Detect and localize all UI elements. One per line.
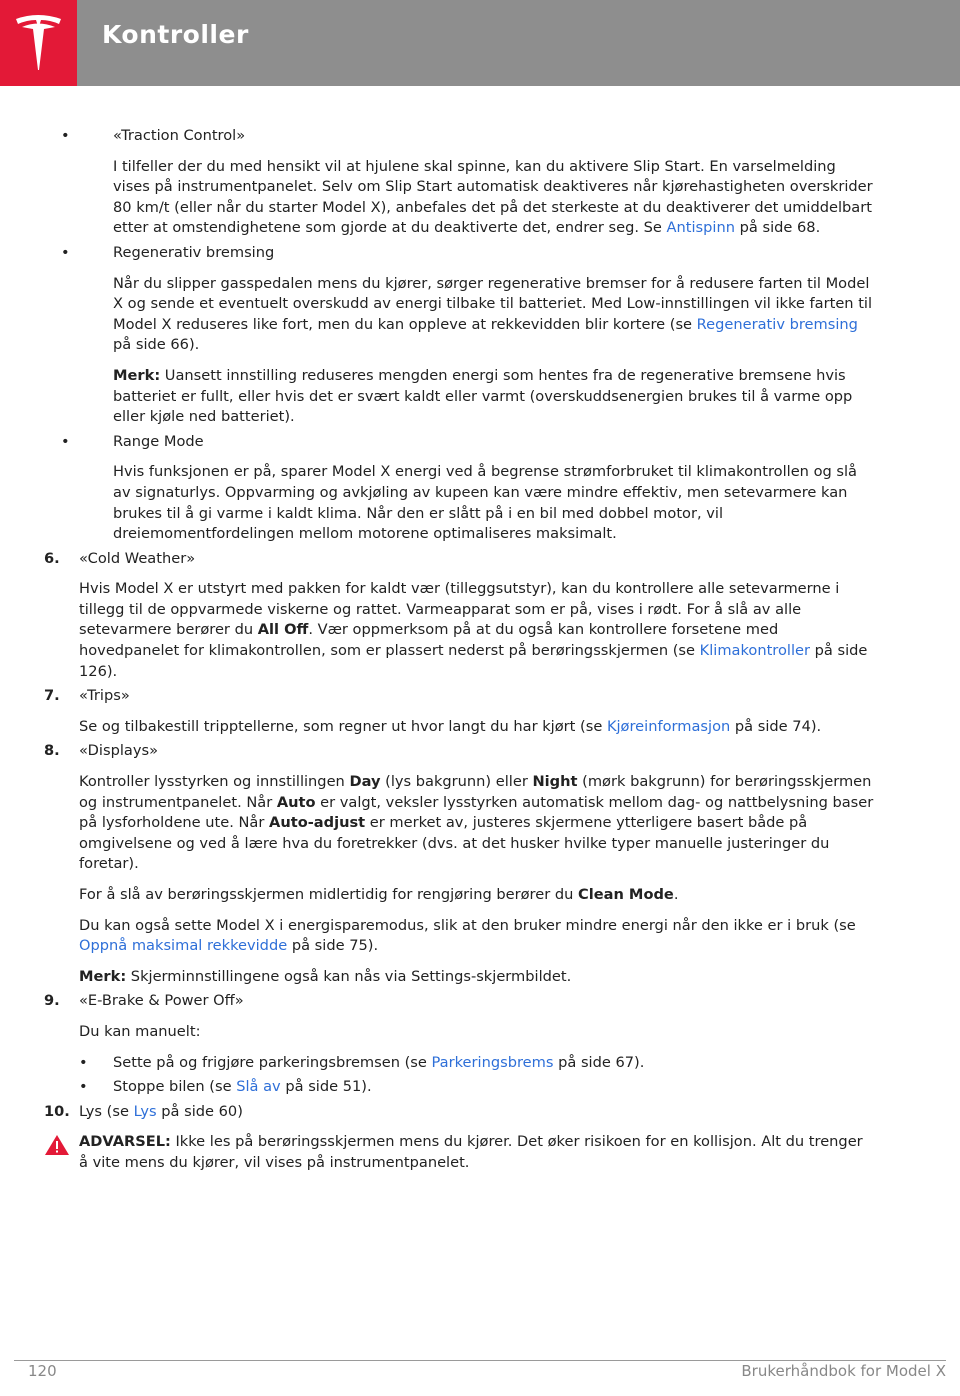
- bullet-marker: •: [79, 1053, 88, 1071]
- paragraph: Kontroller lysstyrken og innstillingen Day (lys bakgrunn) eller Night (mørk bakgrunn) for berøringsskjermen og instrumentpanelet. Når Auto er valgt, veksler lysstyrken automatisk mellom dag- og nattbelysning baser på lysforholdene ute. Når Auto-adjust er merket av, justeres skjermene ytterligere basert både på omgivelsene og ved å lære hva du foretrekker (dvs. at det husker hvilke typer manuelle justeringer du foretar).: [79, 773, 874, 873]
- item-title: «E-Brake & Power Off»: [79, 992, 244, 1010]
- tesla-logo-icon: [14, 14, 63, 72]
- page-header: [0, 0, 960, 86]
- footer-divider: [14, 1360, 946, 1361]
- link-sla-av[interactable]: Slå av: [236, 1078, 281, 1096]
- warning-triangle-icon: [44, 1134, 70, 1156]
- list-item-lights: 10. Lys (se Lys på side 60): [44, 1102, 874, 1123]
- list-item-regenerative-braking: [44, 243, 874, 264]
- list-item-traction-control: [44, 126, 874, 147]
- link-kjoreinformasjon[interactable]: Kjøreinformasjon: [606, 717, 731, 735]
- warning-label: ADVARSEL:: [79, 1133, 171, 1151]
- list-item-range-mode: [44, 432, 874, 453]
- item-title: «Cold Weather»: [79, 549, 196, 567]
- page-number: 120: [28, 1362, 57, 1380]
- link-antispinn[interactable]: Antispinn: [666, 219, 735, 237]
- link-oppna-maksimal-rekkevidde[interactable]: Oppnå maksimal rekkevidde: [79, 937, 288, 955]
- note-label: Merk:: [79, 967, 127, 985]
- item-title: «Trips»: [79, 687, 130, 705]
- warning-text: ADVARSEL: Ikke les på berøringsskjermen mens du kjører. Det øker risikoen for en kollisjon. Alt du trenger å vite mens du kjører, vil vises på instrumentpanelet.: [79, 1133, 863, 1171]
- item-number: 7.: [44, 687, 60, 705]
- item-title: Range Mode: [113, 432, 204, 450]
- paragraph: Du kan også sette Model X i energisparemodus, slik at den bruker mindre energi når den ikke er i bruk (se Oppnå maksimal rekkevidde på side 75).: [79, 916, 856, 955]
- item-title: «Traction Control»: [113, 127, 246, 144]
- list-item-cold-weather: [44, 549, 874, 570]
- paragraph: Hvis funksjonen er på, sparer Model X energi ved å begrense strømforbruket til klimakontrollen og slå av signaturlys. Oppvarming og avkjøling av kupeen kan være mindre effektiv, men setevarmere kan brukes til å gi varme i kaldt klima. Når den er slått på i en bil med dobbel motor, vil dreiemomentfordelingen mellom motorene optimaliseres maksimalt.: [113, 463, 857, 543]
- bullet-marker: •: [61, 243, 70, 261]
- link-regenerativ-bremsing[interactable]: Regenerativ bremsing: [696, 315, 858, 333]
- item-number: 6.: [44, 549, 60, 567]
- item-title: «Displays»: [79, 742, 158, 760]
- note-label: Merk:: [113, 366, 161, 384]
- item-number: 9.: [44, 992, 60, 1010]
- bullet-marker: •: [61, 432, 70, 450]
- item-number: 8.: [44, 742, 60, 760]
- link-lys[interactable]: Lys: [133, 1102, 157, 1120]
- paragraph: Se og tilbakestill tripptellerne, som regner ut hvor langt du har kjørt (se Kjøreinformasjon på side 74).: [79, 717, 822, 735]
- paragraph: Du kan manuelt:: [79, 1022, 201, 1040]
- item-number: 10.: [44, 1102, 70, 1120]
- page-title: Kontroller: [102, 20, 249, 49]
- page-content: [44, 126, 874, 1174]
- paragraph: Hvis Model X er utstyrt med pakken for kaldt vær (tilleggsutstyr), kan du kontrollere alle setevarmerne i tillegg til de oppvarmede viskerne og rattet. Varmeapparat som er på, vises i rødt. For å slå av alle setevarmere berører du All Off. Vær oppmerksom på at du også kan kontrollere forsetene med hovedpanelet for klimakontrollen, som er plassert nederst på berøringsskjermen (se Klimakontroller på side 126).: [79, 580, 868, 680]
- item-title: Regenerativ bremsing: [113, 243, 275, 261]
- paragraph: Når du slipper gasspedalen mens du kjører, sørger regenerative bremser for å redusere farten til Model X og sende et eventuelt overskudd av energi tilbake til batteriet. Med Low-innstillingen vil ikke farten til Model X reduseres like fort, men du kan oppleve at rekkevidden blir kortere (se Regenerativ bremsing på side 66).: [113, 274, 873, 354]
- link-parkeringsbrems[interactable]: Parkeringsbrems: [431, 1053, 554, 1071]
- footer-title: Brukerhåndbok for Model X: [741, 1362, 946, 1380]
- bullet-marker: •: [61, 127, 70, 144]
- sub-list-item: • Stoppe bilen (se Slå av på side 51).: [79, 1077, 874, 1098]
- list-item-trips: [44, 686, 874, 707]
- brand-logo-box: [0, 0, 77, 86]
- list-item-displays: [44, 741, 874, 762]
- note: Merk: Skjerminnstillingene også kan nås via Settings-skjermbildet.: [79, 967, 572, 985]
- paragraph: For å slå av berøringsskjermen midlertidig for rengjøring berører du Clean Mode.: [79, 886, 679, 903]
- note: Merk: Uansett innstilling reduseres mengden energi som hentes fra de regenerative bremsene hvis batteriet er fullt, eller hvis det er svært kaldt eller varmt (overskuddsenergien brukes til å varme opp eller kjøle ned batteriet).: [113, 366, 853, 426]
- warning-box: [44, 1132, 874, 1173]
- sub-list-item: • Sette på og frigjøre parkeringsbremsen (se Parkeringsbrems på side 67).: [79, 1053, 874, 1074]
- link-klimakontroller[interactable]: Klimakontroller: [699, 642, 811, 660]
- paragraph: I tilfeller der du med hensikt vil at hjulene skal spinne, kan du aktivere Slip Start. En varselmelding vises på instrumentpanelet. Selv om Slip Start automatisk deaktiveres når kjørehastigheten overskrider 80 km/t (eller når du starter Model X), anbefales det på det sterkeste at du deaktiverer det umiddelbart etter at omstendighetene som gjorde at du deaktiverte det, endrer seg. Se Antispinn på side 68.: [113, 157, 873, 237]
- bullet-marker: •: [79, 1078, 88, 1096]
- list-item-ebrake-power-off: [44, 991, 874, 1012]
